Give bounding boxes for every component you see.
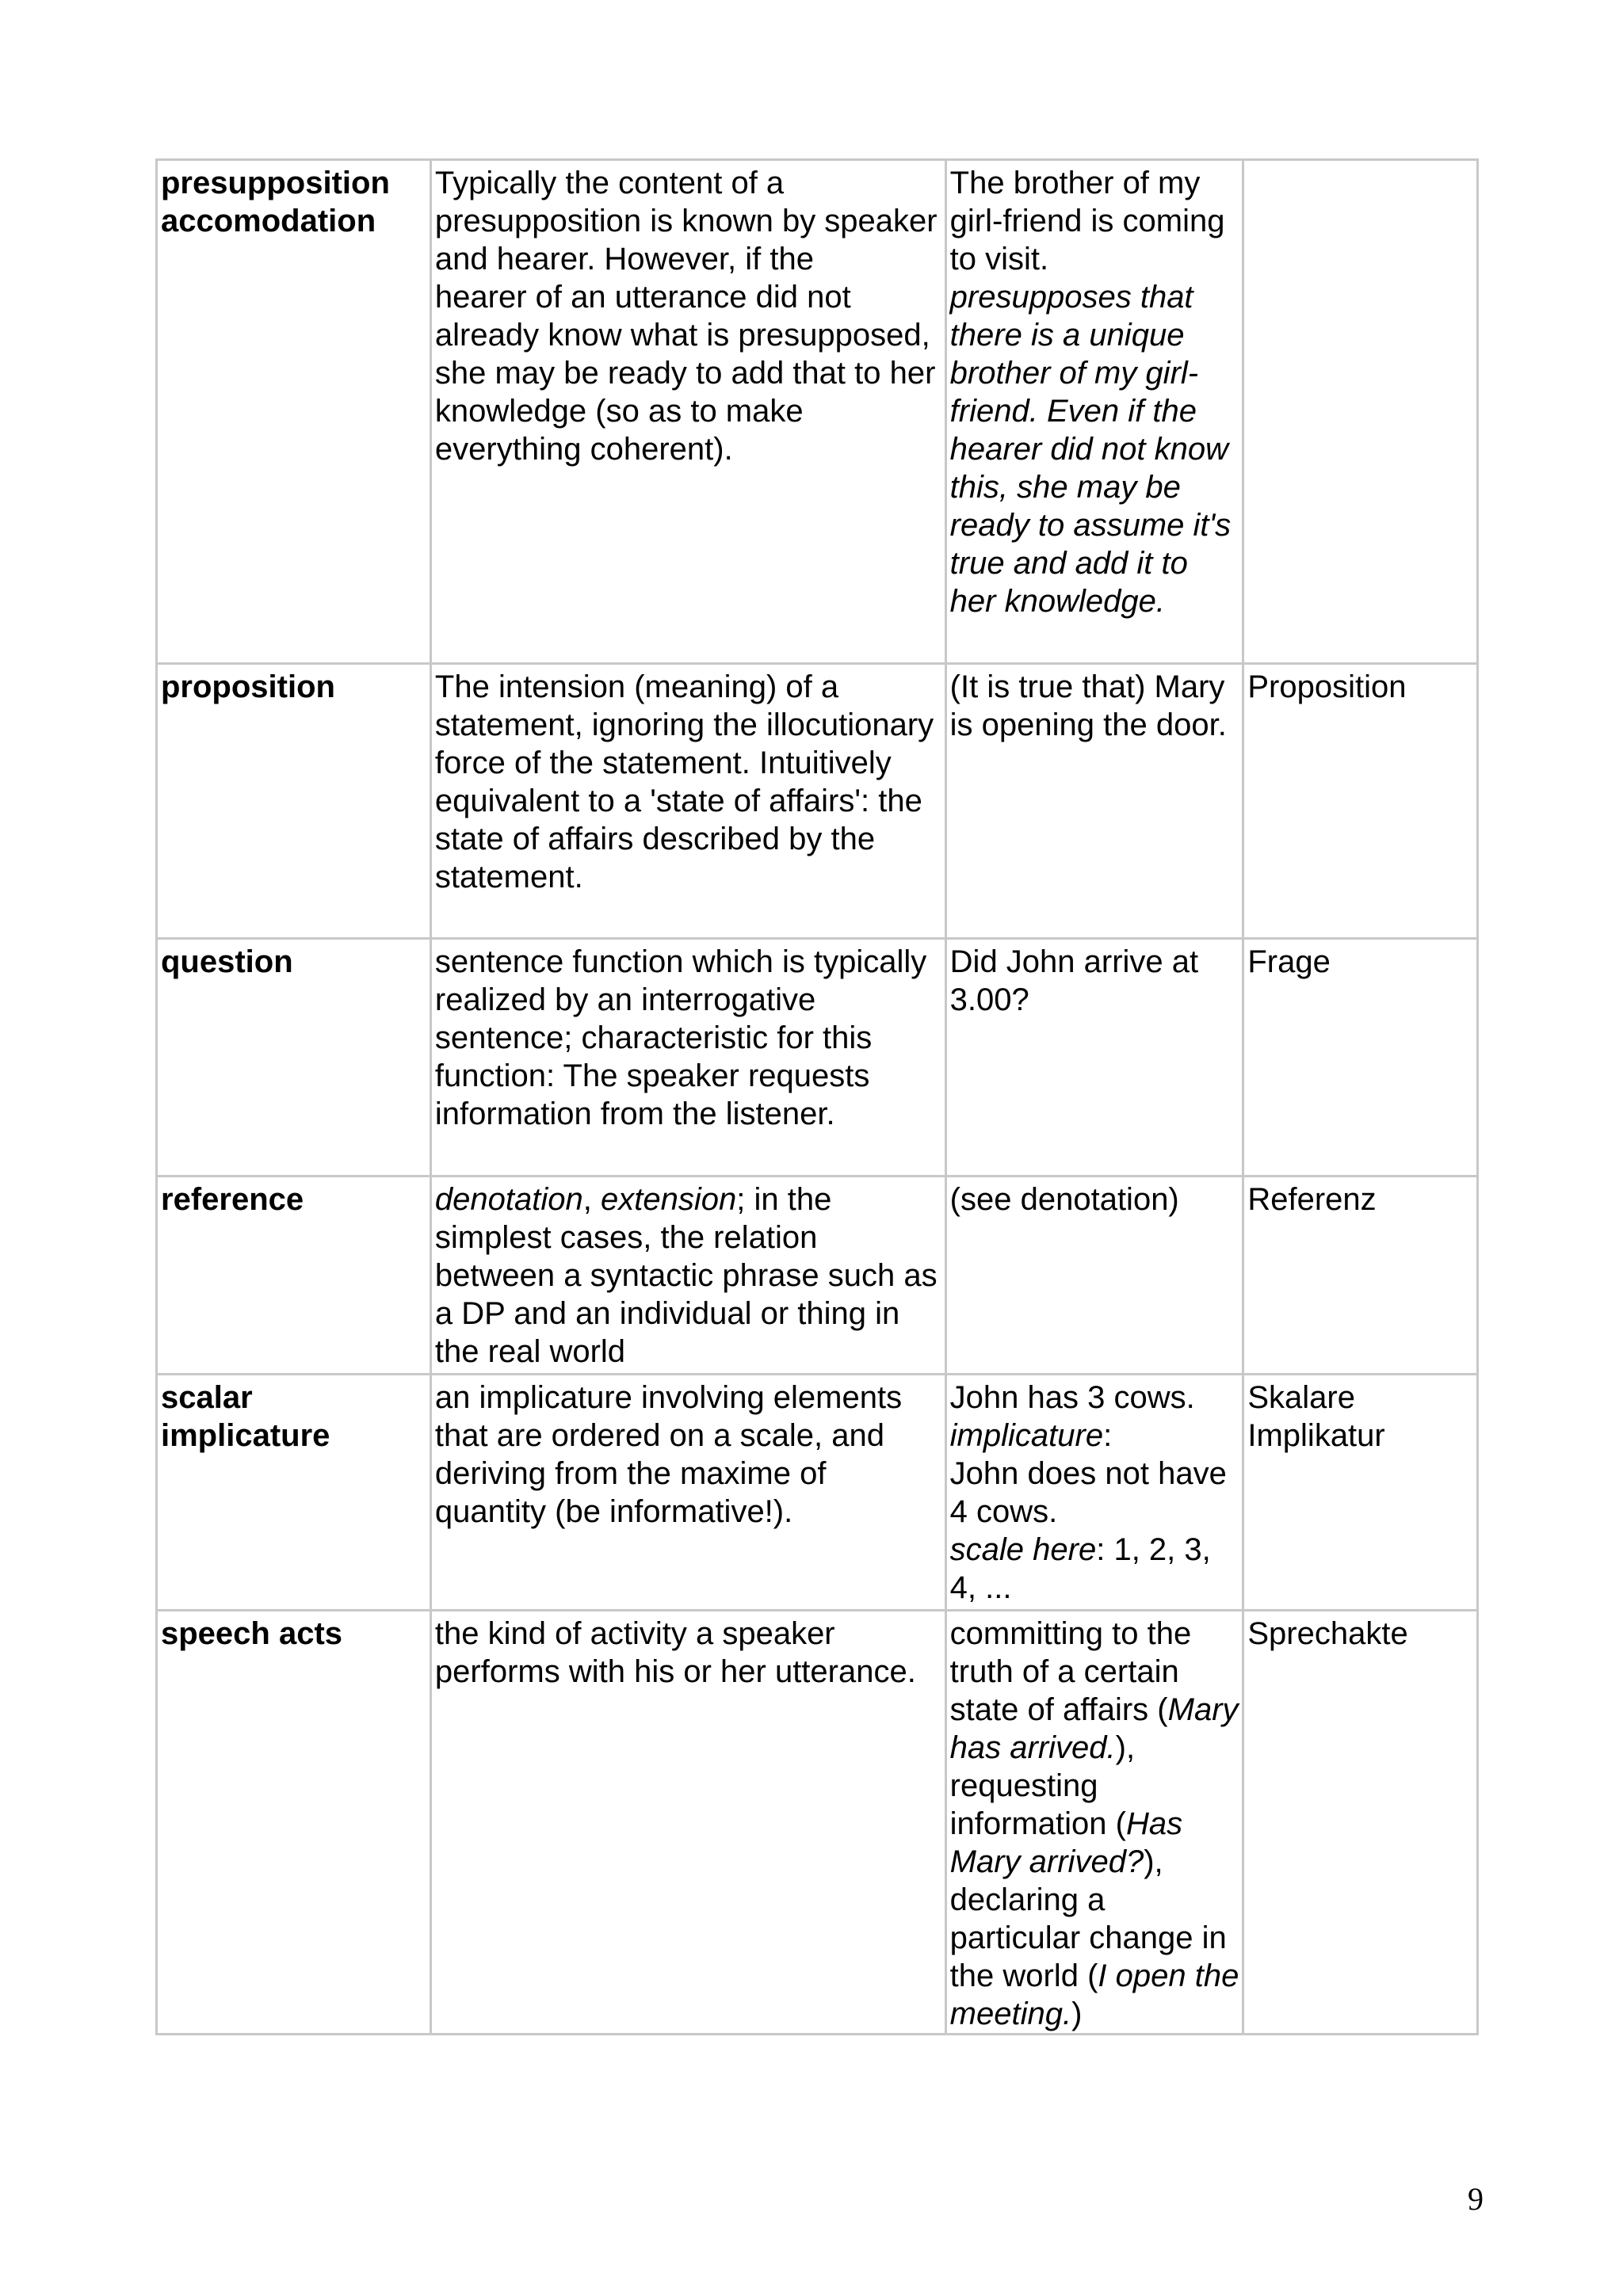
text-segment: sentence function which is typically realized by an interrogative sentence; characteristic for this function: The speaker requests information from the listener. [434,944,927,1131]
example-cell [945,939,1243,1177]
text-segment: : 1, 2, 3, 4, ... [949,1532,1211,1605]
italic-text-segment: Mary has arrived. [949,1692,1239,1765]
term-cell: presupposition accomodation [157,160,431,664]
term-cell: scalar implicature [157,1375,431,1611]
italic-text-segment: extension [601,1182,737,1217]
definition-cell [430,1177,945,1375]
text-segment: John has 3 cows. [949,1380,1195,1415]
definition-cell [430,1375,945,1611]
term-cell: proposition [157,664,431,939]
text-segment: the kind of activity a speaker performs with his or her utterance. [434,1616,916,1689]
text-segment: ), declaring a particular change in the world ( [949,1844,1227,1993]
glossary-table [155,158,1479,2035]
german-term-cell: Frage [1243,939,1478,1177]
german-term-cell: Skalare Implikatur [1243,1375,1478,1611]
term-cell: question [157,939,431,1177]
german-term-cell: Proposition [1243,664,1478,939]
text-segment: (see denotation) [949,1182,1179,1217]
definition-cell [430,939,945,1177]
example-cell [945,160,1243,664]
table-row [157,1611,1478,2035]
italic-text-segment: implicature [949,1418,1104,1453]
term-cell: reference [157,1177,431,1375]
text-segment: , [582,1182,601,1217]
text-segment: ; in the simplest cases, the relation between a syntactic phrase such as a DP and an individual or thing in the real world [434,1182,938,1369]
text-segment: (It is true that) Mary is opening the door. [949,669,1227,742]
definition-cell [430,664,945,939]
italic-text-segment: denotation [434,1182,583,1217]
italic-text-segment: I open the meeting. [949,1958,1239,2031]
glossary-body [157,160,1478,2035]
example-cell [945,1611,1243,2035]
table-row [157,939,1478,1177]
italic-text-segment: presupposes that there is a unique brother of my girl-friend. Even if the hearer did not know this, she may be ready to assume it's true and add it to her knowledge. [949,280,1232,619]
example-cell [945,1177,1243,1375]
text-segment: The intension (meaning) of a statement, ignoring the illocutionary force of the statement. Intuitively equivalent to a 'state of affairs': the state of affairs described by the statement. [434,669,934,894]
italic-text-segment: scale here [949,1532,1097,1567]
text-segment: ) [1071,1997,1083,2031]
table-row [157,160,1478,664]
text-segment: hearer of an utterance did not already know what is presupposed, she may be ready to add that to her knowledge (so as to make everything coherent). [434,280,936,467]
italic-text-segment: Has Mary arrived? [949,1806,1183,1879]
text-segment: John does not have 4 cows. [949,1456,1227,1529]
german-term-cell [1243,160,1478,664]
text-segment: The brother of my girl-friend is coming to visit. [949,166,1225,277]
text-segment: Did John arrive at 3.00? [949,944,1199,1017]
text-segment: committing to the truth of a certain state of affairs ( [949,1616,1192,1727]
term-cell: speech acts [157,1611,431,2035]
text-segment: ), requesting information ( [949,1730,1136,1841]
example-cell [945,664,1243,939]
german-term-cell: Sprechakte [1243,1611,1478,2035]
table-row [157,1375,1478,1611]
example-cell [945,1375,1243,1611]
definition-cell [430,1611,945,2035]
table-row [157,664,1478,939]
text-segment: an implicature involving elements that are ordered on a scale, and deriving from the maxime of quantity (be informative!). [434,1380,903,1529]
german-term-cell: Referenz [1243,1177,1478,1375]
text-segment: : [1103,1418,1113,1453]
table-row [157,1177,1478,1375]
definition-cell [430,160,945,664]
text-segment: Typically the content of a presupposition is known by speaker and hearer. However, if the [434,166,938,277]
page-number: 9 [1468,2181,1484,2217]
